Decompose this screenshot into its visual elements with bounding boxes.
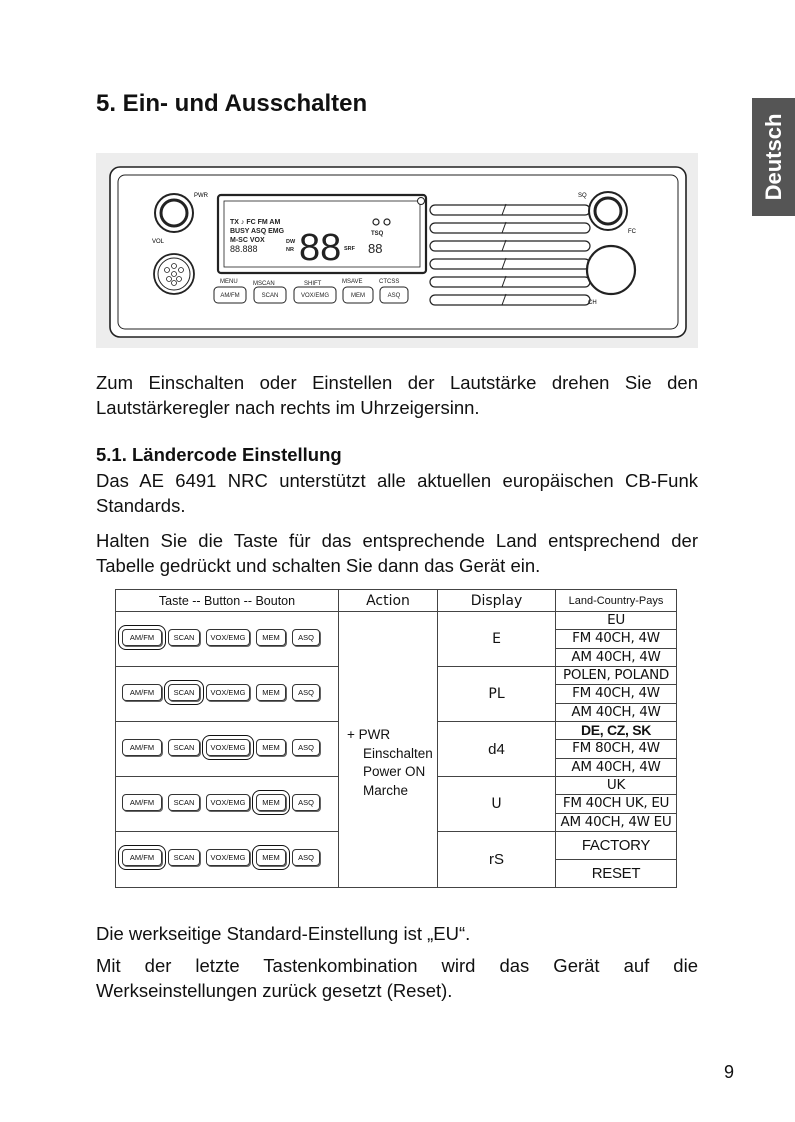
svg-text:FC: FC xyxy=(628,229,636,235)
asq-key: ASQ xyxy=(292,629,320,646)
mem-key: MEM xyxy=(256,629,286,646)
display-code: U xyxy=(438,777,556,832)
amfm-key: AM/FM xyxy=(122,739,162,756)
amfm-key: AM/FM xyxy=(122,629,162,646)
voxemg-key: VOX/EMG xyxy=(206,794,250,811)
scan-key: SCAN xyxy=(168,629,200,646)
mem-key: MEM xyxy=(256,684,286,701)
table-row: AM/FM SCAN VOX/EMG MEM ASQ + PWR Einschalten Power ON Marche E EU xyxy=(116,612,677,630)
voxemg-key: VOX/EMG xyxy=(206,629,250,646)
scan-key: SCAN xyxy=(168,794,200,811)
asq-key: ASQ xyxy=(292,794,320,811)
svg-text:AM/FM: AM/FM xyxy=(220,293,240,299)
svg-text:TSQ: TSQ xyxy=(371,231,384,237)
mem-key: MEM xyxy=(256,849,286,866)
svg-text:SRF: SRF xyxy=(344,246,355,252)
voxemg-key: VOX/EMG xyxy=(206,739,250,756)
display-code: rS xyxy=(438,832,556,888)
col-header-display: Display xyxy=(438,590,556,612)
table-row: AM/FM SCAN VOX/EMG MEM ASQ PL POLEN, POLAND xyxy=(116,667,677,685)
asq-key: ASQ xyxy=(292,684,320,701)
svg-text:MENU: MENU xyxy=(220,279,238,285)
col-header-button: Taste -- Button -- Bouton xyxy=(116,590,339,612)
paragraph-volume: Zum Einschalten oder Einstellen der Lautstärke drehen Sie den Lautstärkeregler nach rechts im Uhrzeigersinn. xyxy=(96,372,698,418)
subheading-country-code: 5.1. Ländercode Einstellung xyxy=(96,444,342,465)
mem-key: MEM xyxy=(256,739,286,756)
button-combo-cell xyxy=(116,832,339,888)
channel-knob xyxy=(587,246,635,294)
svg-text:MSCAN: MSCAN xyxy=(253,281,275,287)
scan-key: SCAN xyxy=(168,684,200,701)
svg-text:88: 88 xyxy=(299,227,342,269)
paragraph-instructions: Halten Sie die Taste für das entsprechende Land entsprechend der Tabelle gedrückt und schalten Sie dann das Gerät ein. xyxy=(96,530,698,576)
svg-text:MSAVE: MSAVE xyxy=(342,279,363,285)
voxemg-key: VOX/EMG xyxy=(206,849,250,866)
voxemg-key: VOX/EMG xyxy=(206,684,250,701)
svg-text:VOX/EMG: VOX/EMG xyxy=(300,293,330,299)
page-number: 9 xyxy=(724,1062,735,1082)
button-combo-cell xyxy=(116,667,339,722)
svg-text:CH: CH xyxy=(588,300,597,306)
amfm-key: AM/FM xyxy=(122,684,162,701)
svg-text:SHIFT: SHIFT xyxy=(304,281,322,287)
asq-key: ASQ xyxy=(292,849,320,866)
pwr-label: PWR xyxy=(194,193,208,199)
svg-text:ASQ: ASQ xyxy=(387,293,401,299)
display-code: E xyxy=(438,612,556,667)
col-header-action: Action xyxy=(339,590,438,612)
table-row: AM/FM SCAN VOX/EMG MEM ASQ rS FACTORY xyxy=(116,832,677,860)
table-row: AM/FM SCAN VOX/EMG MEM ASQ U UK xyxy=(116,777,677,795)
svg-text:M-SC VOX: M-SC VOX xyxy=(230,237,265,244)
speaker-grille xyxy=(430,205,590,215)
mem-key: MEM xyxy=(256,794,286,811)
svg-text:NR: NR xyxy=(286,247,294,253)
radio-front-panel-illustration xyxy=(96,153,698,348)
scan-key: SCAN xyxy=(168,739,200,756)
svg-text:TX ♪ FC FM AM: TX ♪ FC FM AM xyxy=(230,219,281,226)
vol-label: VOL xyxy=(152,239,165,245)
button-combo-cell xyxy=(116,777,339,832)
svg-text:BUSY ASQ EMG: BUSY ASQ EMG xyxy=(230,228,285,235)
svg-text:DW: DW xyxy=(286,239,296,245)
action-cell: + PWR Einschalten Power ON Marche xyxy=(339,612,438,888)
button-combo-cell xyxy=(116,722,339,777)
section-heading: 5. Ein- und Ausschalten xyxy=(96,90,368,117)
paragraph-reset: Mit der letzte Tastenkombination wird das Gerät auf die Werkseinstellungen zurück gesetzt (Reset). xyxy=(96,955,698,1001)
country-code-table: Taste -- Button -- Bouton Action Display Land-Country-Pays AM/FM SCAN VOX/EMG MEM ASQ + PWR Einschalten Power ON Marche E EU FM 40CH, 4W AM 40CH, 4W AM/FM SCAN VOX/EMG MEM ASQ PL POLEN, POLAND FM 40CH, 4W AM 40CH, 4W AM/FM SCAN VOX/EMG MEM ASQ d4 DE, CZ, SK FM 80CH, 4W AM 40CH, 4W AM/FM SCAN VOX/EMG MEM ASQ U UK FM 40CH UK, EU AM 40CH, 4W EU AM/FM SCAN VOX/EMG MEM ASQ rS FACTORY RESET xyxy=(115,589,677,888)
col-header-country: Land-Country-Pays xyxy=(556,590,677,612)
svg-text:88.888: 88.888 xyxy=(230,244,258,254)
table-row: AM/FM SCAN VOX/EMG MEM ASQ d4 DE, CZ, SK xyxy=(116,722,677,740)
svg-text:88: 88 xyxy=(368,241,383,256)
svg-text:MEM: MEM xyxy=(351,293,365,299)
amfm-key: AM/FM xyxy=(122,849,162,866)
scan-key: SCAN xyxy=(168,849,200,866)
paragraph-standards: Das AE 6491 NRC unterstützt alle aktuellen europäischen CB-Funk Standards. xyxy=(96,470,698,516)
svg-text:CTCSS: CTCSS xyxy=(379,279,400,285)
svg-text:SQ: SQ xyxy=(578,193,587,199)
display-code: PL xyxy=(438,667,556,722)
display-code: d4 xyxy=(438,722,556,777)
language-tab: Deutsch xyxy=(752,98,795,216)
asq-key: ASQ xyxy=(292,739,320,756)
button-combo-cell xyxy=(116,612,339,667)
amfm-key: AM/FM xyxy=(122,794,162,811)
svg-text:SCAN: SCAN xyxy=(261,293,279,299)
paragraph-default: Die werkseitige Standard-Einstellung ist „EU“. xyxy=(96,923,471,944)
